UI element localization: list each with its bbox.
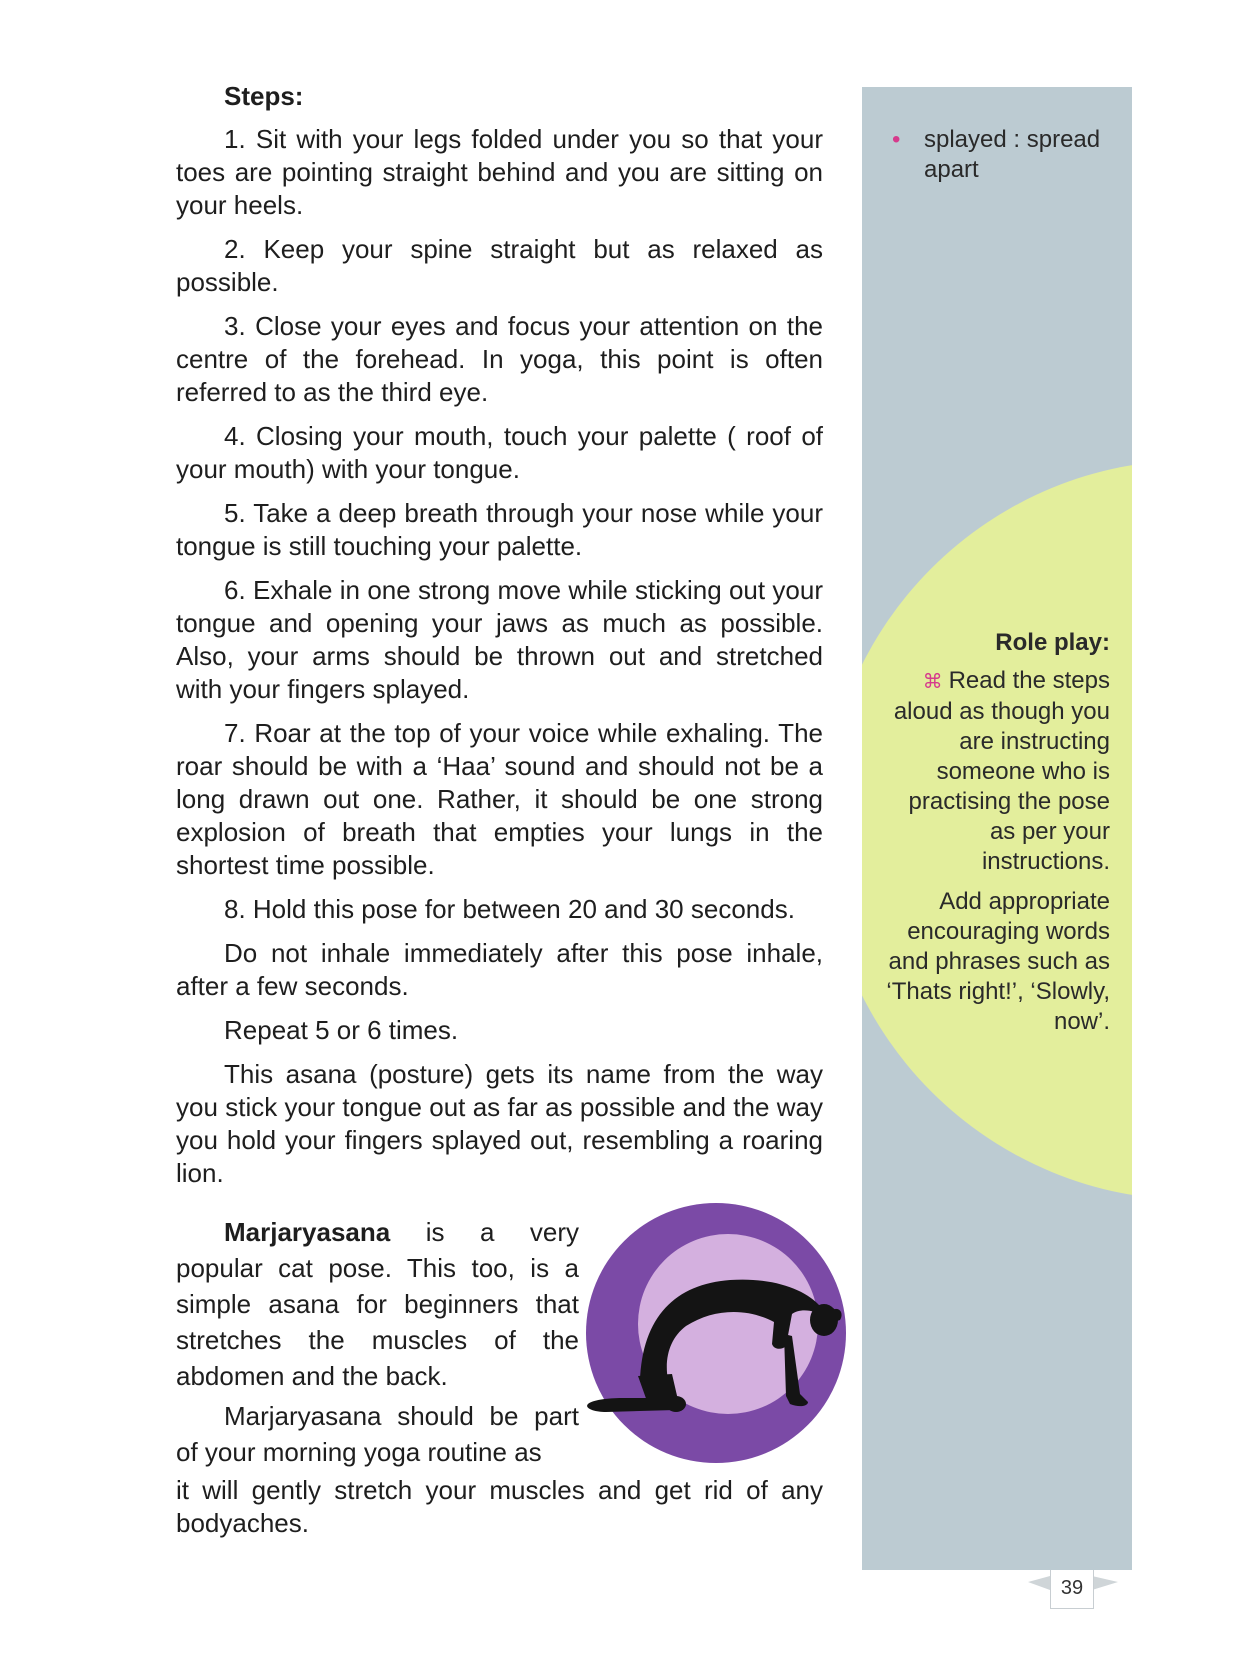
command-symbol-icon: ⌘ xyxy=(922,671,943,693)
step-3: 3. Close your eyes and focus your attention on the centre of the forehead. In yoga, this point is often referred to as the third eye. xyxy=(176,311,823,407)
role-play-heading: Role play: xyxy=(995,629,1110,656)
step-8: 8. Hold this pose for between 20 and 30 seconds. xyxy=(224,894,795,924)
step-1: 1. Sit with your legs folded under you so that your toes are pointing straight behind and you are sitting on your heels. xyxy=(176,124,823,220)
steps-heading: Steps: xyxy=(224,81,304,111)
marjaryasana-paragraph-2: Marjaryasana should be part of your morning yoga routine as xyxy=(176,1401,579,1467)
cat-pose-svg xyxy=(578,1198,858,1468)
step-2: 2. Keep your spine straight but as relaxed as possible. xyxy=(176,234,823,297)
repeat-note: Repeat 5 or 6 times. xyxy=(224,1015,459,1045)
glossary-text: splayed : spread apart xyxy=(924,126,1101,183)
marjaryasana-section xyxy=(176,1214,823,1540)
marjaryasana-term: Marjaryasana xyxy=(224,1217,391,1247)
marjaryasana-paragraph-2-end: it will gently stretch your muscles and get rid of any bodyaches. xyxy=(176,1475,823,1538)
step-4: 4. Closing your mouth, touch your palette ( roof of your mouth) with your tongue. xyxy=(176,421,823,484)
page-number: 39 xyxy=(1050,1570,1094,1609)
step-7: 7. Roar at the top of your voice while exhaling. The roar should be with a ‘Haa’ sound and should not be a long drawn out one. Rather, it should be one strong explosion of breath that empties your lungs in the shortest time possible. xyxy=(176,718,823,880)
sidebar-panel xyxy=(862,87,1132,1570)
step-6: 6. Exhale in one strong move while sticking out your tongue and opening your jaws as much as possible. Also, your arms should be thrown out and stretched with your fingers splayed. xyxy=(176,575,823,704)
marjaryasana-text xyxy=(176,1214,579,1470)
glossary-note xyxy=(892,125,1112,185)
role-play-instruction xyxy=(882,666,1110,877)
role-play-para1: Read the steps aloud as though you are instructing someone who is practising the pose as per your instructions. xyxy=(893,667,1110,875)
name-origin-paragraph: This asana (posture) gets its name from the way you stick your tongue out as far as possible and the way you hold your fingers splayed out, resembling a roaring lion. xyxy=(176,1059,823,1188)
role-play-para2: Add appropriate encouraging words and phrases such as ‘Thats right!’, ‘Slowly, now’. xyxy=(886,888,1110,1035)
page-number-tab xyxy=(1028,1570,1118,1610)
step-5: 5. Take a deep breath through your nose while your tongue is still touching your palette. xyxy=(176,498,823,561)
main-text-column xyxy=(176,80,823,1551)
inhale-note: Do not inhale immediately after this pose inhale, after a few seconds. xyxy=(176,938,823,1001)
bullet-icon: • xyxy=(892,126,901,153)
marjaryasana-description: is a very popular cat pose. This too, is a simple asana for beginners that stretches the muscles of the abdomen and the back. xyxy=(176,1217,579,1391)
cat-pose-illustration xyxy=(578,1198,858,1468)
role-play-box xyxy=(882,628,1110,1047)
marjaryasana-paragraph-1 xyxy=(176,1214,579,1394)
